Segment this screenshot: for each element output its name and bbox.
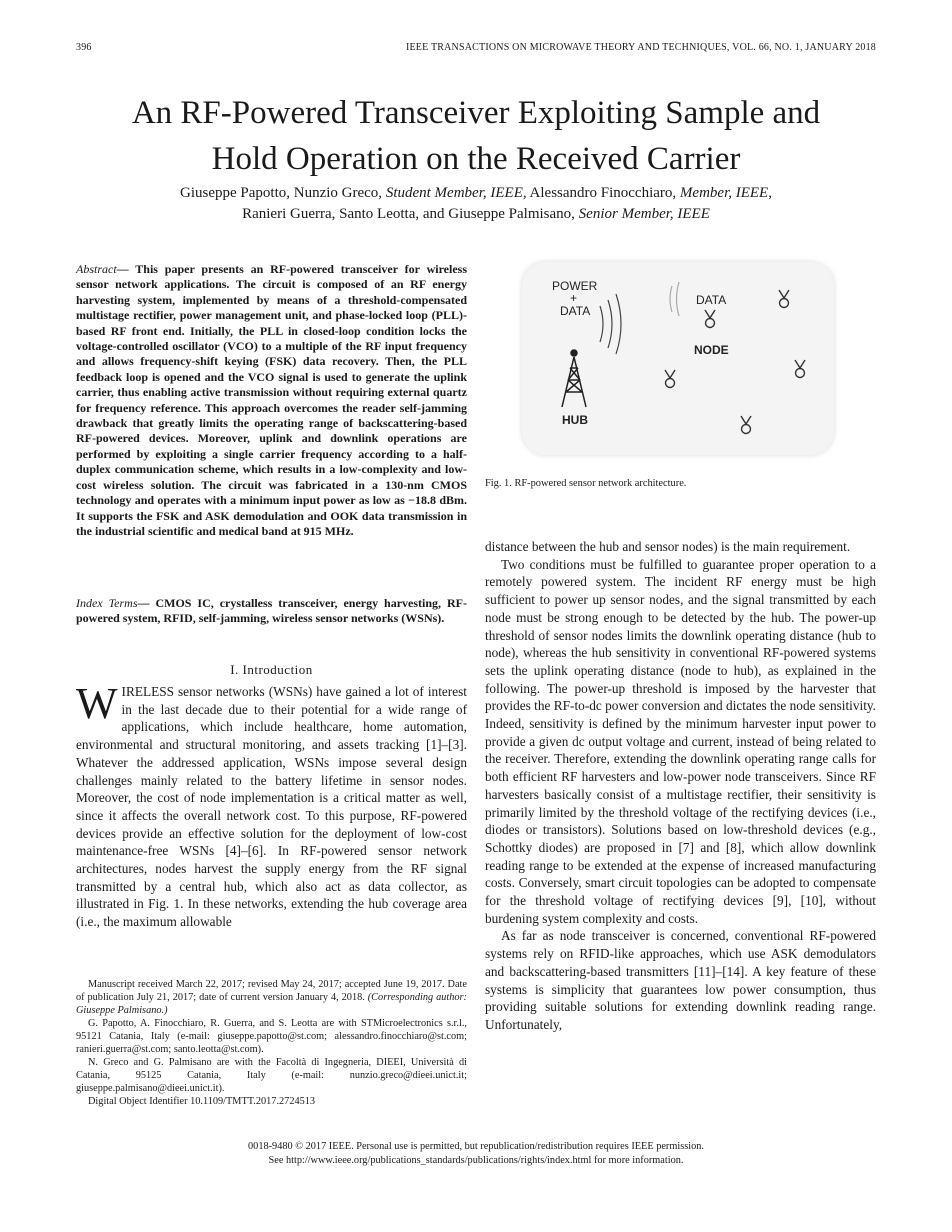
paper-title — [40, 90, 912, 182]
radio-waves-icon — [600, 282, 679, 354]
abstract-text: — This paper presents an RF-powered transceiver for wireless sensor network applications. The circuit is composed of an RF energy harvesting system, implemented by means of a threshold-compensated multistage rectifier, power management unit, and phase-locked loop (PLL)-based RF front end. Initially, the PLL in closed-loop condition locks the voltage-controlled oscillator (VCO) to a multiple of the RF input frequency and allows frequency-shift keying (FSK) data recovery. Then, the PLL feedback loop is opened and the VCO signal is used to generate the uplink carrier, thus enabling active transmission without requiring external quartz for frequency reference. This approach overcomes the reader self-jamming drawback that greatly limits the operating range of backscattering-based RF-powered devices. Moreover, uplink and downlink operations are performed by exploiting a single carrier frequency according to a half-duplex communication scheme, which results in a low-complexity and low-cost wireless solution. The circuit was fabricated in a 130-nm CMOS technology and operates with a minimum input power as low as −18.8 dBm. It supports the FSK and ASK demodulation and OOK data transmission in the industrial scientific and medical band at 915 MHz. — [76, 262, 467, 538]
section-heading: I. Introduction — [230, 662, 313, 677]
introduction-text: WIRELESS sensor networks (WSNs) have gained a lot of interest in the last decade due to their potential for a wide range of applications, which include healthcare, home automation, environmental and structural monitoring, and assets tracking [1]–[3]. Whatever the addressed application, WSNs impose several design challenges mainly related to the battery lifetime in sensor nodes. Moreover, the cost of node implementation is a critical matter as well, since it affects the overall network cost. To this purpose, RF-powered devices provide an effective solution for the deployment of low-cost maintenance-free WSNs [4]–[6]. In RF-powered sensor network architectures, nodes harvest the supply energy from the RF signal transmitted by a central hub, which also act as data collector, as illustrated in Fig. 1. In these networks, extending the hub coverage area (i.e., the maximum allowable — [76, 679, 467, 930]
plus-label: + — [570, 291, 578, 305]
network-diagram — [522, 262, 834, 455]
node-label: NODE — [694, 343, 729, 357]
index-terms-label: Index Terms — [76, 596, 138, 610]
sensor-node-icons — [665, 290, 805, 434]
index-terms-text: — CMOS IC, crystalless transceiver, energy harvesting, RF-powered system, RFID, self-jamming, wireless sensor networks (WSNs). — [76, 596, 467, 626]
abstract-label: Abstract — [76, 262, 117, 276]
page-number: 396 — [76, 42, 92, 53]
power-label: POWER — [552, 279, 598, 293]
footnotes: Manuscript received March 22, 2017; revised May 24, 2017; accepted June 19, 2017. Date of publication July 21, 2017; date of current version January 4, 2018. (Corresponding author: Giuseppe Palmisano.) G. Papotto, A. Finocchiaro, R. Guerra, and S. Leotta are with STMicroelectronics s.r.l., 95121 Catania, Italy (e-mail: giuseppe.papotto@st.com; alessandro.finocchiaro@st.com; ranieri.guerra@st.com; santo.leotta@st.com). N. Greco and G. Palmisano are with the Facoltà di Ingegneria, DIEEI, Università di Catania, 95125 Catania, Italy (e-mail: nunzio.greco@dieei.unict.it; giuseppe.palmisano@dieei.unict.it). Digital Object Identifier 10.1109/TMTT.2017.2724513 — [76, 979, 467, 1107]
copyright-notice: 0018-9480 © 2017 IEEE. Personal use is permitted, but republication/redistribution requires IEEE permission. See http://www.ieee.org/publications_standards/publications/rights/index.html for more information. — [248, 1141, 704, 1166]
title-line-1: An RF-Powered Transceiver Exploiting Sample and — [131, 95, 821, 131]
abstract — [76, 262, 467, 539]
data-label-hub: DATA — [560, 304, 591, 318]
drop-cap: W — [76, 679, 118, 728]
journal-name: IEEE TRANSACTIONS ON MICROWAVE THEORY AND TECHNIQUES, VOL. 66, NO. 1, JANUARY 2018 — [405, 42, 876, 53]
figure-caption: Fig. 1. RF-powered sensor network architecture. — [485, 478, 687, 489]
hub-tower-icon — [562, 350, 586, 407]
index-terms — [76, 596, 467, 627]
hub-label: HUB — [562, 413, 588, 427]
right-column-text: distance between the hub and sensor nodes) is the main requirement. Two conditions must be fulfilled to guarantee proper operation to a remotely powered system. The incident RF energy must be high sufficient to power up sensor nodes, and the signal transmitted by each node must be strong enough to be detected by the hub. The power-up threshold of sensor nodes limits the downlink operating distance (hub to node), whereas the hub sensitivity in conventional RF-powered systems sets the uplink operating distance (node to hub), as explained in the following. The power-up threshold is imposed by the harvester that provides the RF-to-dc power conversion and dictates the node sensitivity. Indeed, sensitivity is defined by the minimum harvester input power to provide a given dc output voltage and current, instead of being related to the receiver. Therefore, extending the downlink operating range calls for both efficient RF harvesters and low-power node transceivers. Since RF harvesters basically consist of a multistage rectifier, their sensitivity is primarily limited by the threshold voltage of the rectifying devices (i.e., diodes or transistors). Solutions based on low-threshold devices (e.g., Schottky diodes) are proposed in [7] and [8], which allow downlink reading range to be extended at the expense of increased manufacturing costs. Conversely, smart circuit topologies can be adopted to compensate for the threshold voltage of rectifying devices [9], [10], without burdening system complexity and costs. As far as node transceiver is concerned, conventional RF-powered systems rely on RFID-like approaches, which use ASK demodulators and backscattering-based transmitters [11]–[14]. A key feature of these systems is simplicity that guarantees low power consumption, thus providing suitable solutions for extending downlink reading range. Unfortunately, — [485, 539, 876, 1032]
title-line-2: Hold Operation on the Received Carrier — [211, 141, 741, 177]
figure-network-architecture — [522, 262, 834, 455]
data-label-node: DATA — [696, 293, 727, 307]
author-list: Giuseppe Papotto, Nunzio Greco, Student Member, IEEE, Alessandro Finocchiaro, Member, IEEE, Ranieri Guerra, Santo Leotta, and Giuseppe Palmisano, Senior Member, IEEE — [180, 185, 772, 222]
